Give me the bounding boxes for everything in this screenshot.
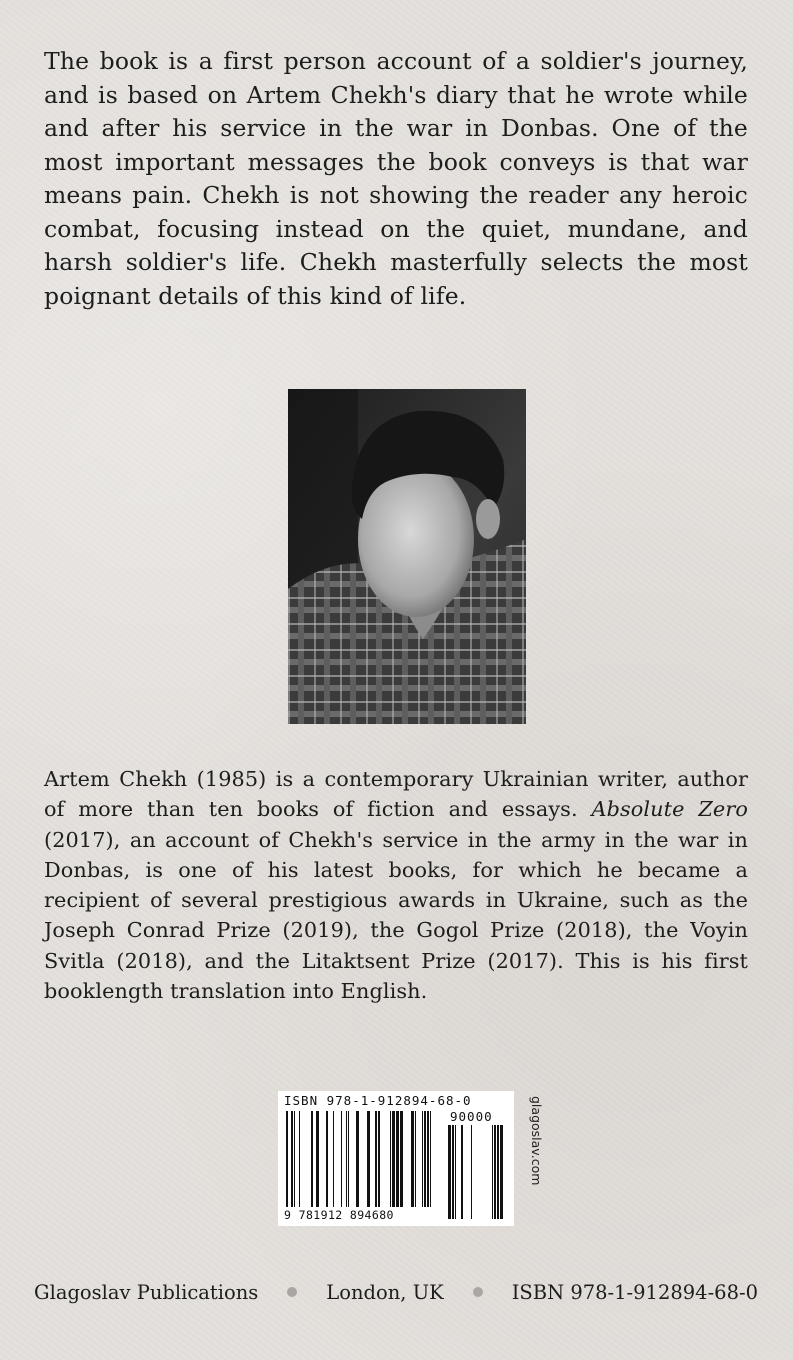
bullet-icon <box>473 1287 483 1297</box>
book-title: Absolute Zero <box>591 797 748 822</box>
bullet-icon <box>287 1287 297 1297</box>
footer-isbn: ISBN 978-1-912894-68-0 <box>511 1280 758 1304</box>
footer <box>34 1276 758 1308</box>
footer-location: London, UK <box>326 1280 444 1304</box>
website-text: glagoslav.com <box>529 1096 544 1186</box>
author-photo <box>288 389 526 724</box>
website-vertical <box>530 1096 550 1216</box>
bio-intro: Artem Chekh (1985) is a contemporary Ukrainian writer, author of more than ten books of fiction and essays. <box>44 767 748 822</box>
barcode-bars <box>278 1091 514 1226</box>
footer-publisher: Glagoslav Publications <box>34 1280 259 1304</box>
barcode-addon-number: 90000 <box>450 1109 493 1124</box>
barcode-ean-number: 9 781912 894680 <box>284 1208 394 1222</box>
book-blurb: The book is a first person account of a soldier's journey, and is based on Artem Chekh's diary that he wrote while and after his service in the war in Donbas. One of the most important messages the book conveys is that war means pain. Chekh is not showing the reader any heroic combat, focusing instead on the quiet, mundane, and harsh soldier's life. Chekh masterfully selects the most poignant details of this kind of life. <box>44 47 748 310</box>
author-bio <box>44 764 748 1006</box>
isbn-barcode <box>278 1091 514 1226</box>
bio-rest: (2017), an account of Chekh's service in the army in the war in Donbas, is one of his latest books, for which he became a recipient of several prestigious awards in Ukraine, such as the Joseph Conrad Prize (2019), the Gogol Prize (2018), the Voyin Svitla (2018), and the Litaktsent Prize (2017). This is his first booklength translation into English. <box>44 827 748 1004</box>
barcode-isbn-label: ISBN 978-1-912894-68-0 <box>284 1093 472 1108</box>
